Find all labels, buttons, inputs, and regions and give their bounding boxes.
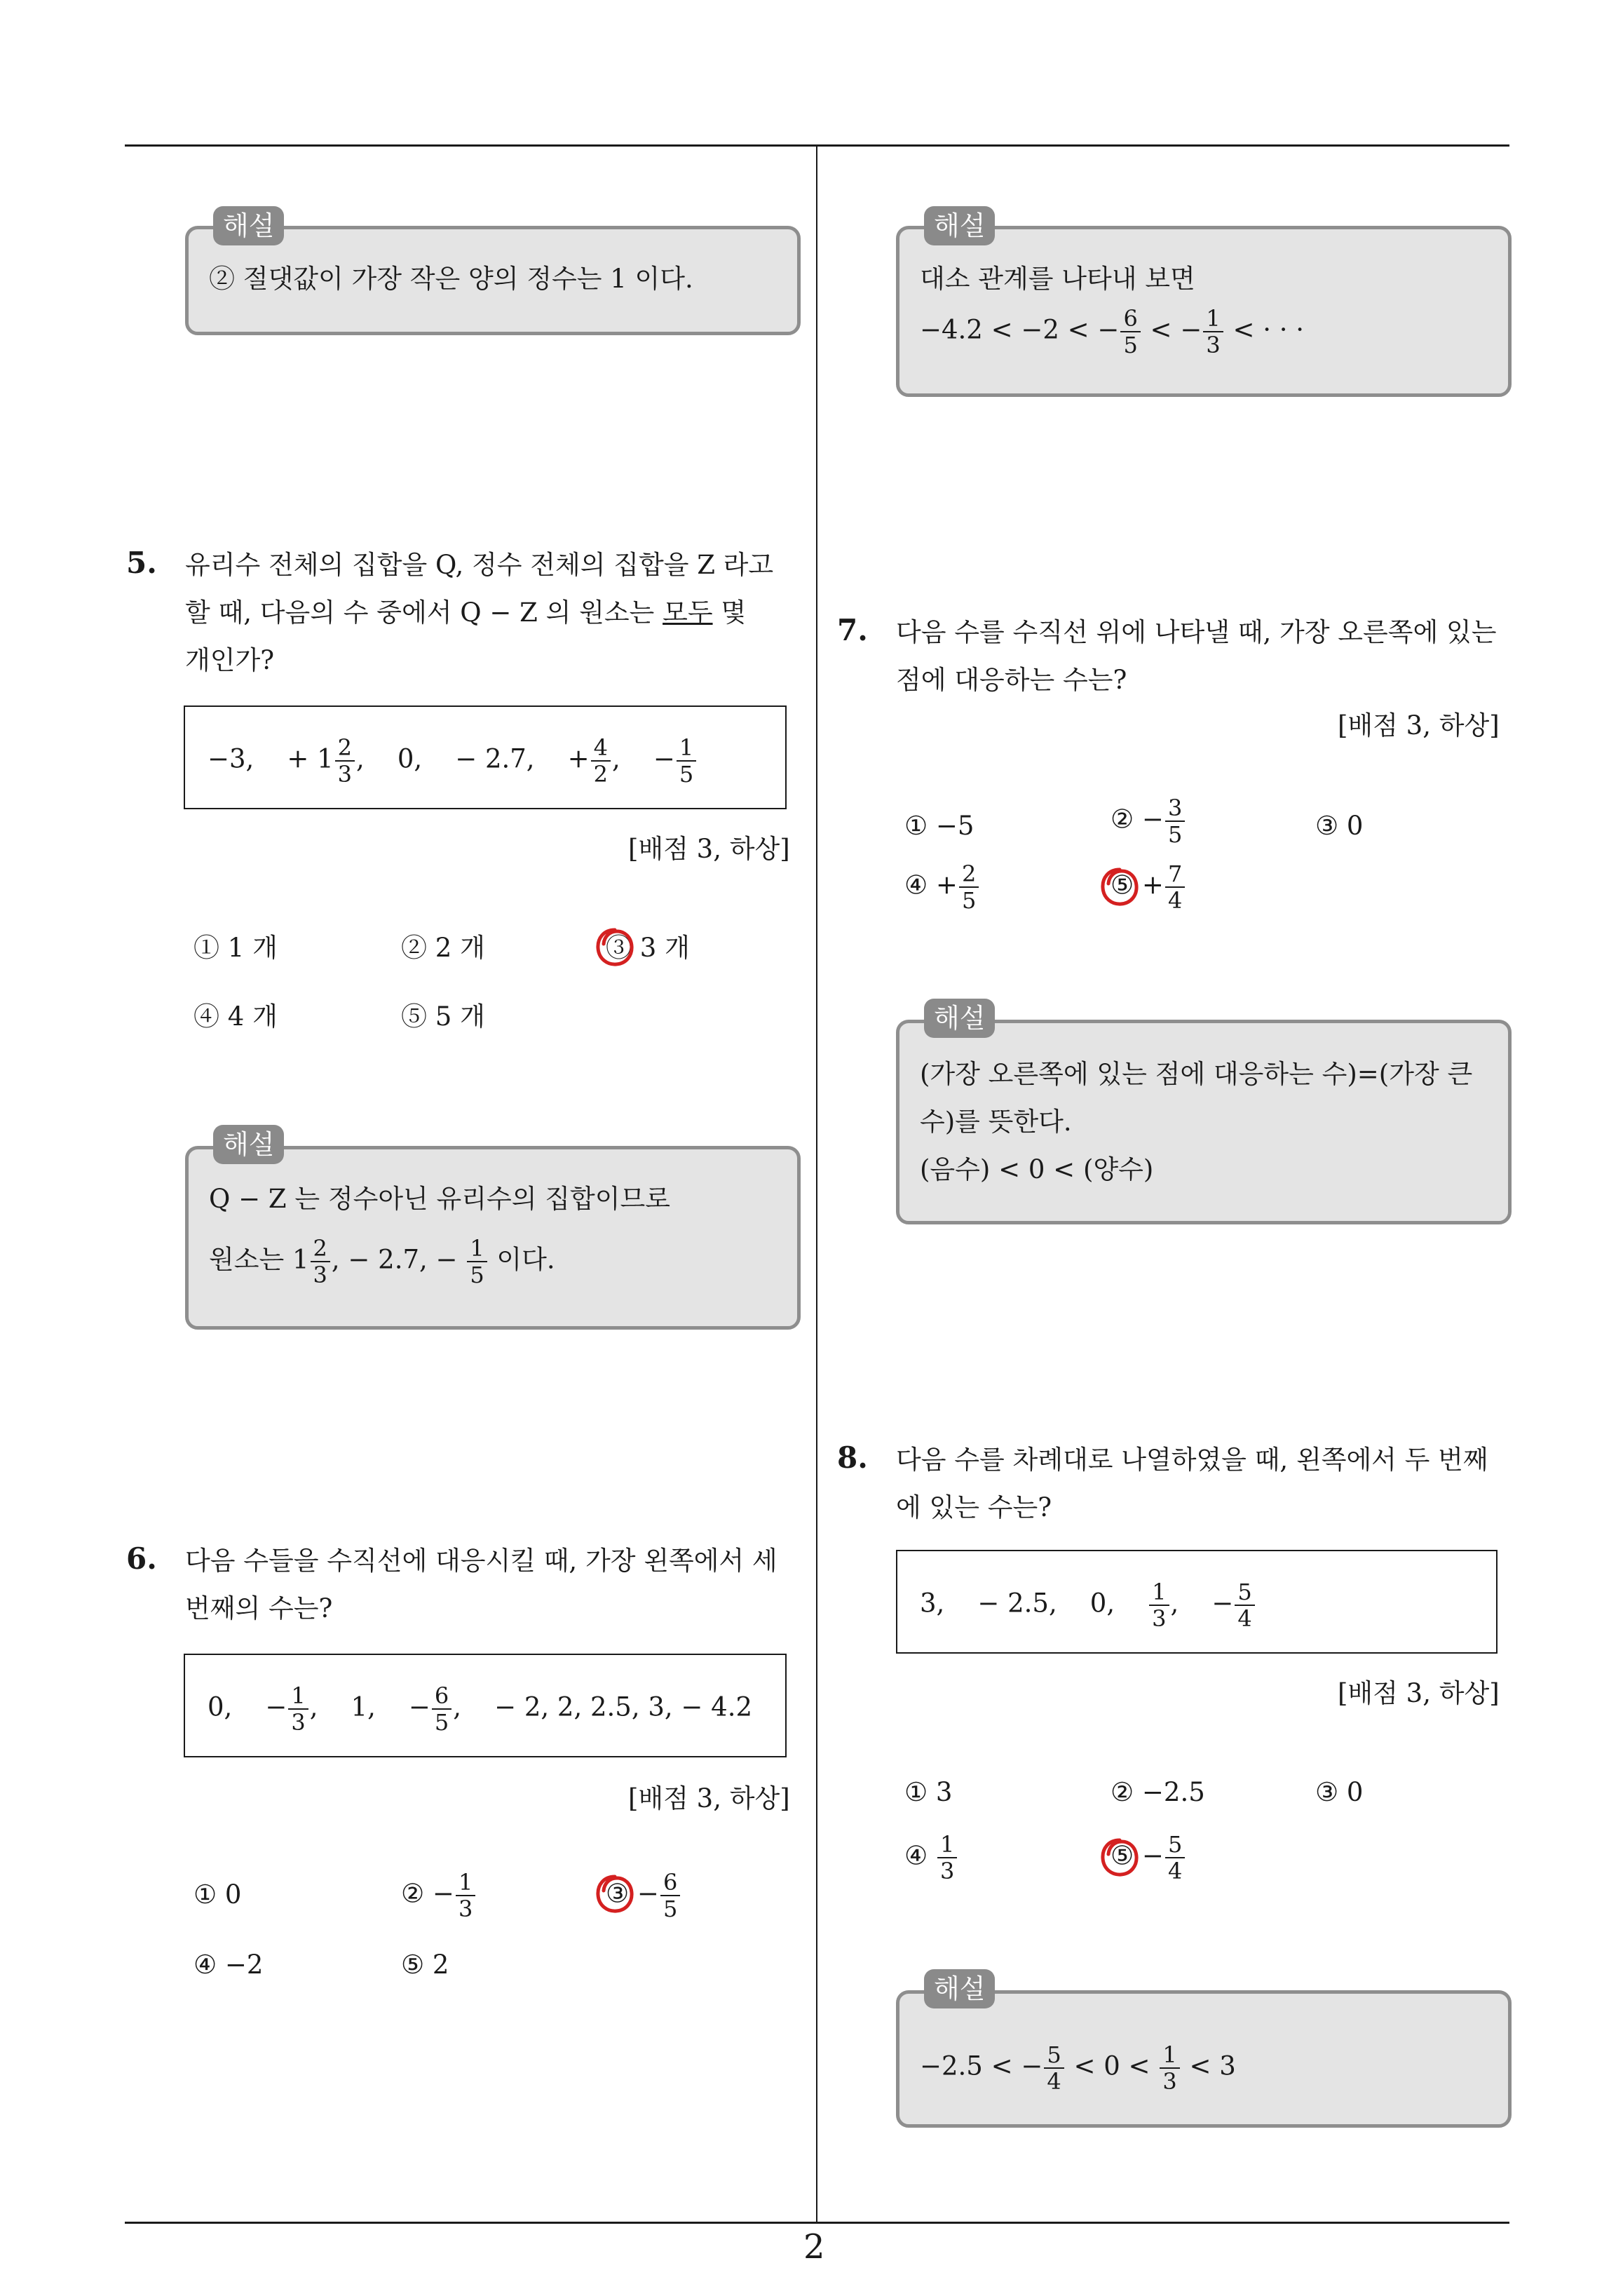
choice-4[interactable]: ④ $\frac{1}{3}$ — [904, 1832, 958, 1884]
question-number: 5. — [126, 546, 157, 580]
page-number: 2 — [803, 2227, 825, 2267]
explanation-tag: 해설 — [924, 999, 995, 1038]
choice-3[interactable]: ③ 0 — [1315, 1777, 1364, 1807]
given-numbers: −3, + 1 $\frac{2}{3}$ , 0, − 2.7, + $\frac{4}{2}$ , − $\frac{1}{5}$ — [208, 735, 698, 787]
choice-2[interactable]: ② −2.5 — [1111, 1777, 1205, 1807]
explanation-text: (가장 오른쪽에 있는 점에 대응하는 수)=(가장 큰 수)를 뜻한다. (음수) < 0 < (양수) — [920, 1059, 1473, 1184]
score-label: [배점 3, 하상] — [628, 1783, 790, 1814]
score-label: [배점 3, 하상] — [1338, 710, 1500, 741]
explanation-tag: 해설 — [213, 206, 284, 245]
choice-5[interactable]: ⑤ 2 — [401, 1950, 449, 1980]
question-text: 다음 수들을 수직선에 대응시킬 때, 가장 왼쪽에서 세 번째의 수는? — [185, 1546, 777, 1623]
question-text: 유리수 전체의 집합을 Q, 정수 전체의 집합을 Z 라고 할 때, 다음의 수 중에서 Q − Z 의 원소는 모두 몇 개인가? — [185, 541, 802, 684]
choice-2[interactable]: ② 2 개 — [401, 933, 485, 963]
choice-1[interactable]: ① 3 — [904, 1777, 953, 1807]
explanation-text: ② 절댓값이 가장 작은 양의 정수는 1 이다. — [209, 264, 693, 294]
choice-5[interactable]: ⑤ 5 개 — [401, 1001, 485, 1032]
choice-4[interactable]: ④ −2 — [193, 1950, 264, 1980]
explanation-tag: 해설 — [924, 1969, 995, 2008]
choice-2[interactable]: ② − $\frac{3}{5}$ — [1111, 795, 1186, 847]
question-line-underline: 할 때, 다음의 수 중에서 Q − Z 의 원소는 모두 몇 — [185, 597, 747, 628]
choice-4[interactable]: ④ 4 개 — [193, 1001, 278, 1032]
explanation-line-2: −4.2 < −2 < − $\frac{6}{5}$ < − $\frac{1}{3}$ < · · · — [920, 305, 1305, 358]
choice-1[interactable]: ① 1 개 — [193, 933, 278, 963]
given-numbers: 0, − $\frac{1}{3}$ , 1, − $\frac{6}{5}$ , − 2, 2, 2.5, 3, − 4.2 — [208, 1682, 753, 1736]
choice-1[interactable]: ① 0 — [193, 1879, 242, 1910]
choice-2[interactable]: ② − $\frac{1}{3}$ — [401, 1870, 477, 1922]
question-text: 다음 수를 수직선 위에 나타낼 때, 가장 오른쪽에 있는 점에 대응하는 수는? — [896, 617, 1497, 695]
question-text: 다음 수를 차례대로 나열하였을 때, 왼쪽에서 두 번째 에 있는 수는? — [896, 1445, 1488, 1522]
question-number: 6. — [126, 1541, 157, 1576]
explanation-line-1: 대소 관계를 나타내 보면 — [920, 264, 1195, 294]
underlined-word: 모두 — [663, 597, 713, 628]
question-number: 7. — [837, 613, 868, 647]
bottom-rule — [125, 2222, 1509, 2224]
choice-4[interactable]: ④ + $\frac{2}{5}$ — [904, 861, 980, 913]
explanation-tag: 해설 — [924, 206, 995, 245]
explanation-tag: 해설 — [213, 1125, 284, 1164]
question-number: 8. — [837, 1440, 868, 1475]
choice-3[interactable]: ③ − $\frac{6}{5}$ — [606, 1870, 681, 1922]
choice-3[interactable]: ③ 3 개 — [606, 933, 690, 963]
choice-5[interactable]: ⑤ + $\frac{7}{4}$ — [1111, 861, 1186, 913]
explanation-text: −2.5 < − $\frac{5}{4}$ < 0 < $\frac{1}{3}$ < 3 — [920, 2041, 1236, 2095]
choice-5[interactable]: ⑤ − $\frac{5}{4}$ — [1111, 1832, 1186, 1884]
explanation-line-1: Q − Z 는 정수아닌 유리수의 집합이므로 — [209, 1184, 670, 1214]
score-label: [배점 3, 하상] — [628, 834, 790, 864]
choice-3[interactable]: ③ 0 — [1315, 811, 1364, 841]
explanation-line-2: 원소는 1 $\frac{2}{3}$ , − 2.7, − $\frac{1}{5}$ 이다. — [209, 1235, 555, 1288]
choice-1[interactable]: ① −5 — [904, 811, 975, 841]
given-numbers: 3, − 2.5, 0, $\frac{1}{3}$ , − $\frac{5}{4}$ — [920, 1579, 1256, 1631]
column-divider — [816, 146, 817, 2223]
score-label: [배점 3, 하상] — [1338, 1678, 1500, 1708]
